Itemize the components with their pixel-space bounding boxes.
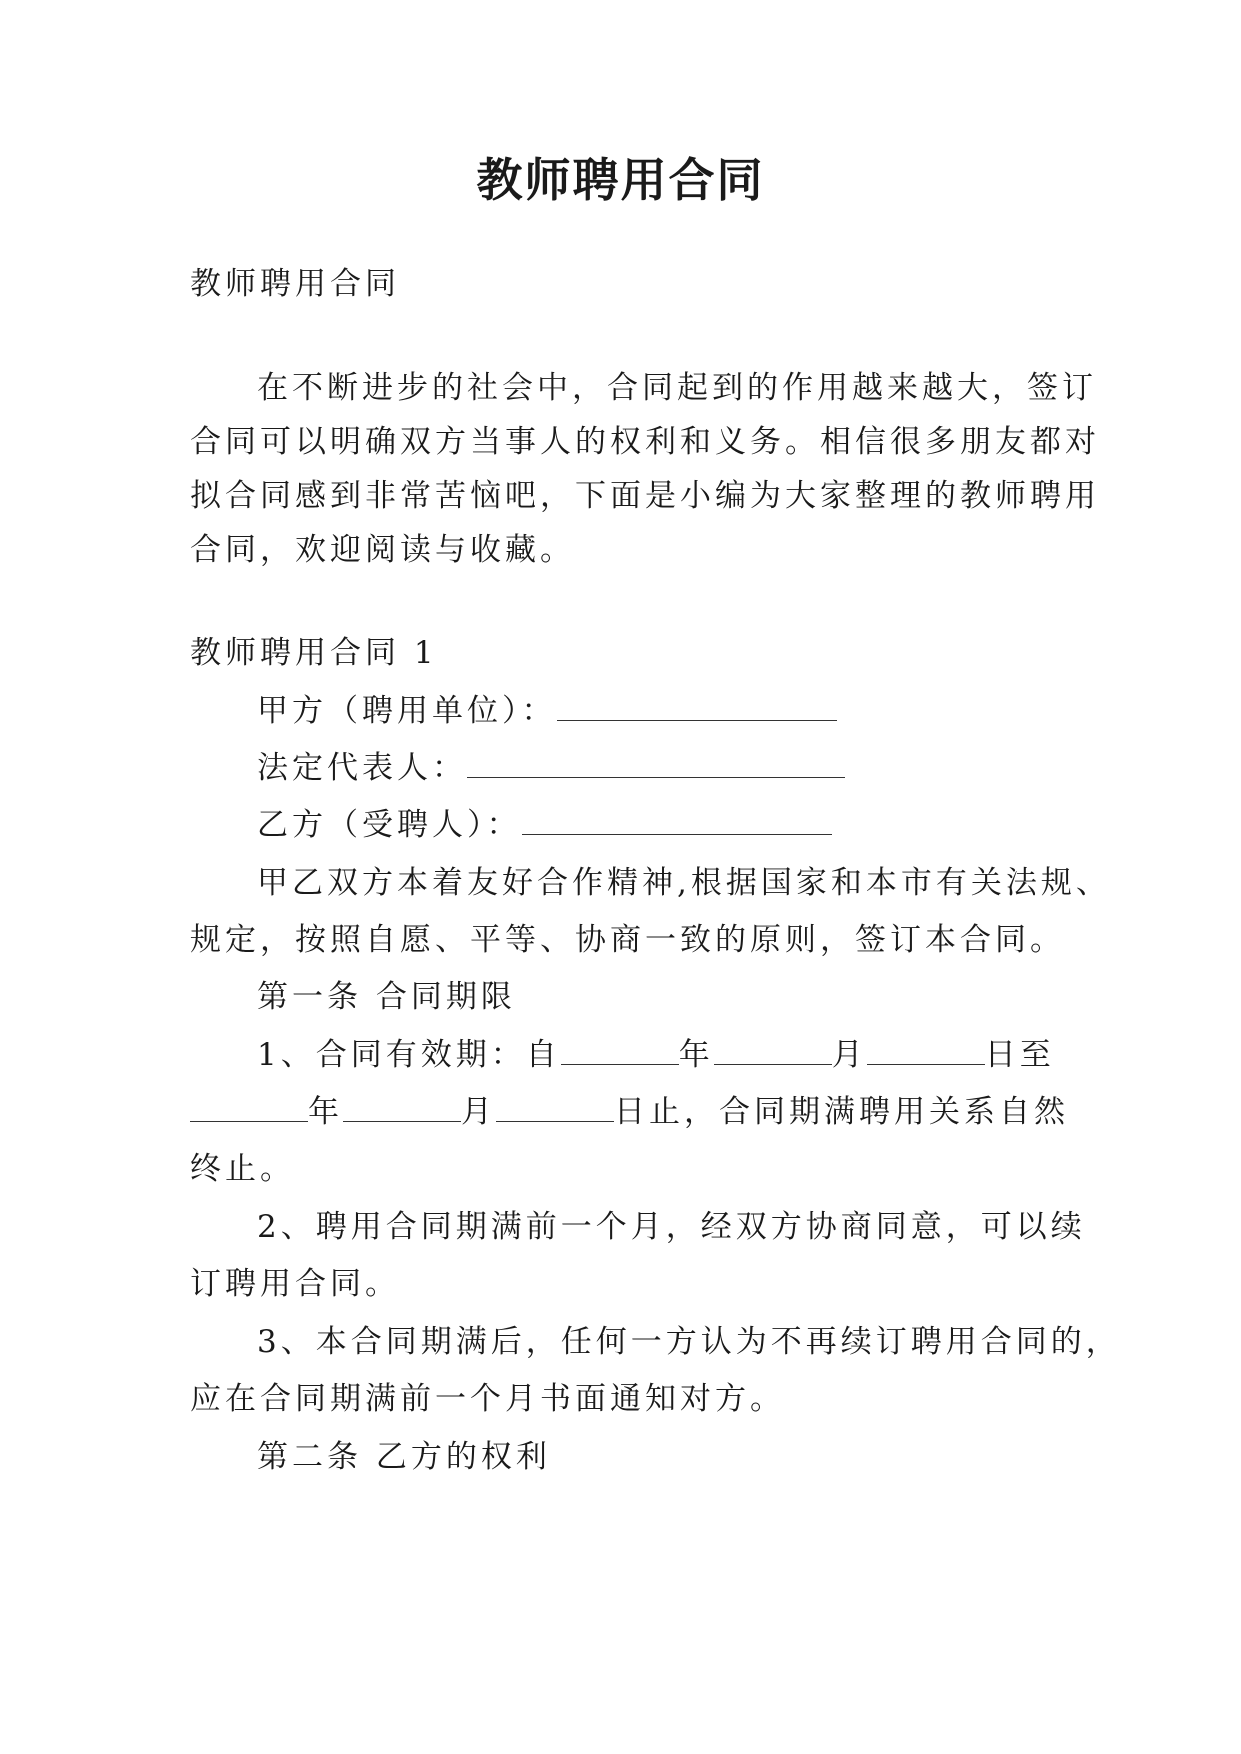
- party-b-row: [257, 803, 832, 847]
- intro-line-2: 合同可以明确双方当事人的权利和义务。相信很多朋友都对: [190, 424, 1100, 460]
- start-day-label: 日至: [984, 1037, 1055, 1073]
- end-day-text: 日止，合同期满聘用关系自然: [614, 1094, 1069, 1130]
- clause-1-line-1: [257, 1033, 1055, 1077]
- intro-line-1: 在不断进步的社会中，合同起到的作用越来越大，签订: [257, 370, 1097, 406]
- start-year-blank: [561, 1036, 679, 1065]
- intro-line-3: 拟合同感到非常苦恼吧，下面是小编为大家整理的教师聘用: [190, 478, 1100, 514]
- legal-rep-label: 法定代表人：: [257, 750, 467, 786]
- end-year-blank: [190, 1093, 308, 1122]
- party-b-label: 乙方（受聘人）：: [257, 807, 522, 843]
- article-1-heading: 第一条 合同期限: [257, 979, 516, 1015]
- article-2-heading: 第二条 乙方的权利: [257, 1439, 551, 1475]
- clause-2-line-1: 2、聘用合同期满前一个月，经双方协商同意，可以续: [257, 1209, 1086, 1245]
- start-month-label: 月: [831, 1037, 867, 1073]
- clause-1-line-2: [190, 1090, 1069, 1134]
- end-month-blank: [343, 1093, 461, 1122]
- end-month-label: 月: [461, 1094, 496, 1130]
- party-a-label: 甲方（聘用单位）：: [257, 693, 557, 729]
- preamble-line-2: 规定，按照自愿、平等、协商一致的原则，签订本合同。: [190, 922, 1065, 958]
- clause-3-line-1: 3、本合同期满后，任何一方认为不再续订聘用合同的，: [257, 1324, 1121, 1360]
- legal-rep-blank: [467, 749, 845, 778]
- intro-line-4: 合同，欢迎阅读与收藏。: [190, 532, 575, 568]
- party-a-row: [257, 689, 837, 733]
- end-day-blank: [496, 1093, 614, 1122]
- start-day-blank: [867, 1036, 985, 1065]
- party-a-blank: [557, 692, 837, 721]
- contract-heading: 教师聘用合同 1: [190, 635, 438, 671]
- clause-2-line-2: 订聘用合同。: [190, 1266, 400, 1302]
- start-year-label: 年: [678, 1037, 714, 1073]
- clause-1-prefix: 1、合同有效期：自: [257, 1037, 561, 1073]
- preamble-line-1: 甲乙双方本着友好合作精神,根据国家和本市有关法规、: [257, 865, 1111, 901]
- document-subtitle: 教师聘用合同: [190, 266, 400, 302]
- party-b-blank: [522, 806, 832, 835]
- start-month-blank: [714, 1036, 832, 1065]
- legal-rep-row: [257, 746, 845, 790]
- clause-3-line-2: 应在合同期满前一个月书面通知对方。: [190, 1381, 785, 1417]
- document-title: 教师聘用合同: [476, 153, 765, 207]
- clause-1-line-3: 终止。: [190, 1151, 295, 1187]
- end-year-label: 年: [308, 1094, 343, 1130]
